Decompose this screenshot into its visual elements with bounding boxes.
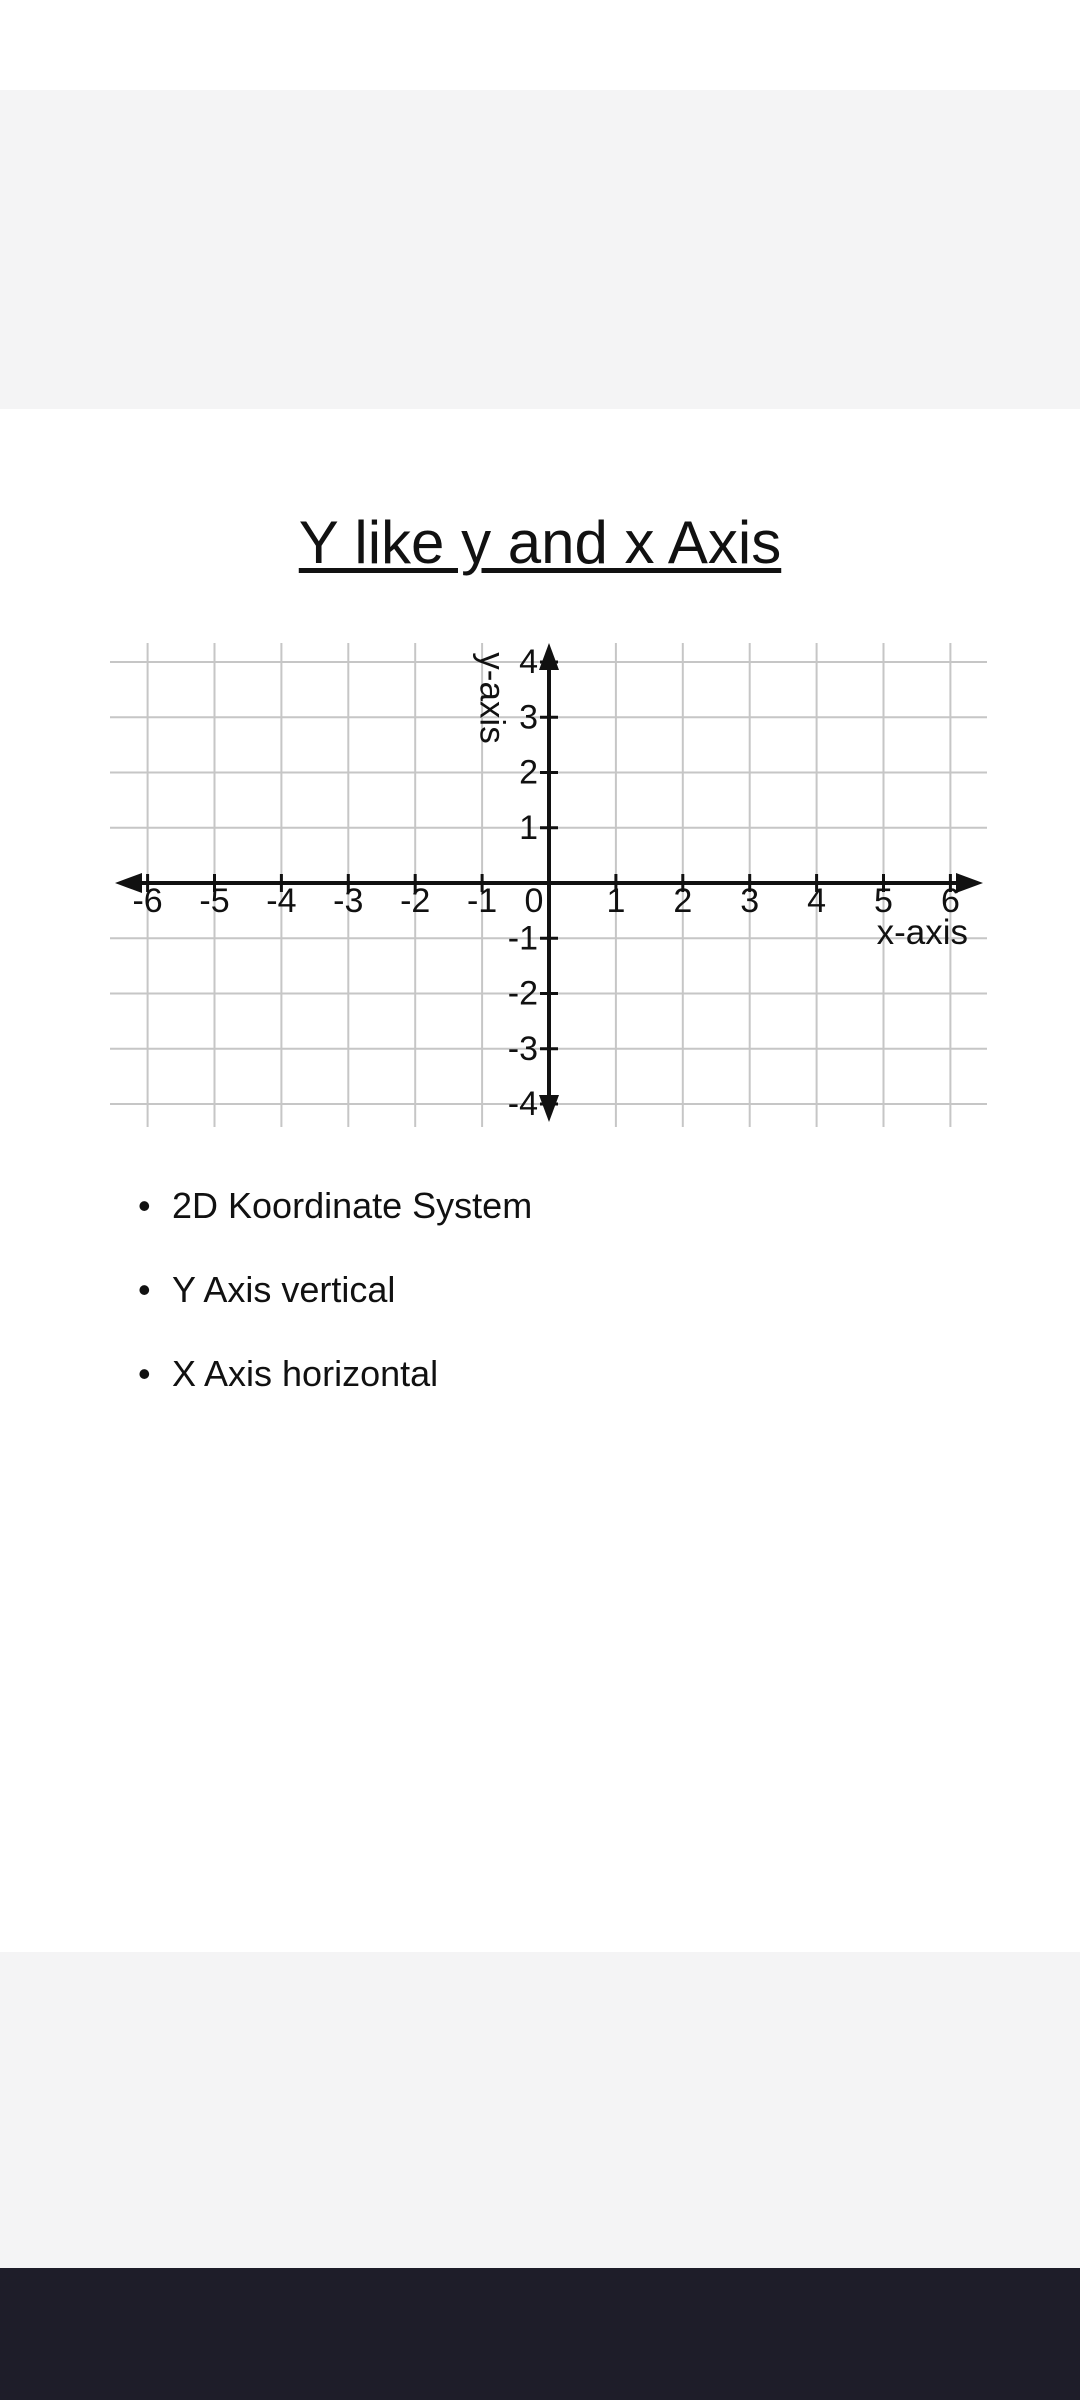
x-tick-label: -1 [466,882,498,920]
y-tick-label: -2 [507,974,538,1013]
x-tick-label: 5 [874,882,893,920]
x-tick-label: -5 [199,882,230,920]
x-tick-label: -4 [266,882,297,920]
bullet-item [172,1183,532,1229]
document-letterbox-bottom [0,1952,1080,2268]
y-axis-title: y-axis [472,652,512,744]
slide-title: Y like y and x Axis [298,509,782,576]
status-bar-area [0,0,1080,90]
x-tick-label: 4 [807,882,827,920]
x-tick-label: 3 [740,882,760,920]
bullet-item [172,1267,532,1313]
y-tick-label: 2 [519,753,538,792]
coordinate-grid-figure [85,630,995,1150]
y-tick-label: 1 [519,808,538,847]
y-tick-label: -1 [507,919,538,958]
y-tick-label: 3 [519,698,538,737]
x-axis-arrow-right [956,873,983,893]
y-axis-arrow-top [539,643,559,670]
bottom-bar [0,2268,1080,2400]
bullet-item [172,1351,532,1397]
x-tick-label: 6 [940,882,960,920]
bullet-item-text: 2D Koordinate System [172,1185,533,1226]
bullet-item-text: X Axis horizontal [172,1353,439,1394]
x-tick-label: -3 [333,882,364,920]
y-tick-label: 4 [519,643,538,681]
bullet-list [172,1183,532,1435]
x-tick-label: 1 [606,882,626,920]
document-page[interactable] [0,409,1080,1952]
y-tick-label: -4 [507,1085,538,1123]
x-tick-label: -6 [132,882,163,920]
y-axis-arrow-bottom [539,1095,559,1122]
x-tick-label: 2 [673,882,693,920]
x-axis-title: x-axis [876,913,968,952]
x-tick-label: 0 [524,882,544,920]
document-letterbox-top [0,90,1080,409]
x-tick-label: -2 [400,882,431,920]
y-tick-label: -3 [507,1029,538,1068]
bullet-item-text: Y Axis vertical [172,1269,396,1310]
